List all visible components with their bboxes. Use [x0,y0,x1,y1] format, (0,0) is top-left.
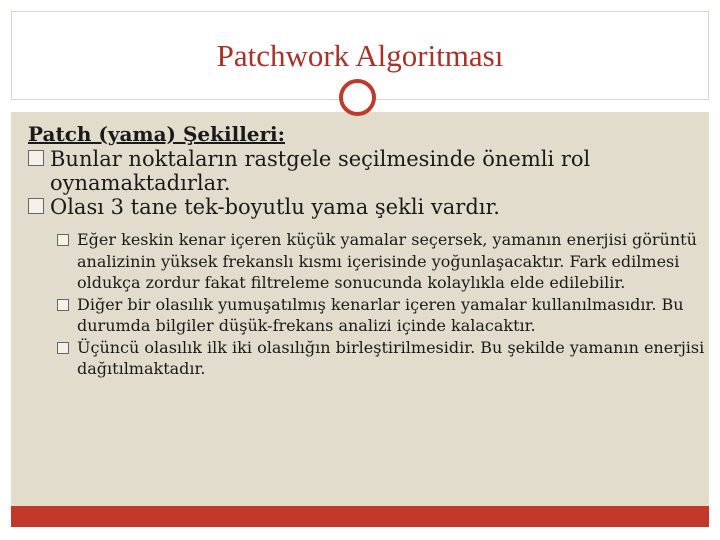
sub-bullet-item [57,229,708,294]
bullet-box-icon [28,198,44,214]
circle-ornament-icon [339,79,376,116]
slide-body [28,121,708,380]
sub-bullet-text: Diğer bir olasılık yumuşatılmış kenarlar içeren yamalar kullanılmasıdır. Bu durumda bilgiler düşük-frekans analizi içinde kalacaktır. [77,294,684,335]
sub-bullet-list [28,229,708,380]
sub-bullet-box-icon [57,234,69,246]
sub-bullet-box-icon [57,342,69,354]
bullet-item [28,195,708,219]
bottom-accent-bar [11,506,709,527]
sub-bullet-item [57,337,708,380]
bullet-item [28,147,708,195]
slide-title: Patchwork Algoritması [216,38,504,73]
bullet-text: Olası 3 tane tek-boyutlu yama şekli vardır. [50,195,500,219]
sub-bullet-item [57,294,708,337]
bullet-box-icon [28,150,44,166]
sub-bullet-box-icon [57,299,69,311]
section-heading: Patch (yama) Şekilleri: [28,122,286,146]
bullet-text: Bunlar noktaların rastgele seçilmesinde önemli rol oynamaktadırlar. [50,147,591,195]
sub-bullet-text: Üçüncü olasılık ilk iki olasılığın birleştirilmesidir. Bu şekilde yamanın enerjisi dağıtılmaktadır. [77,337,705,378]
sub-bullet-text: Eğer keskin kenar içeren küçük yamalar seçersek, yamanın enerjisi görüntü analizinin yüksek frekanslı kısmı içerisinde yoğunlaşacaktır. Fark edilmesi oldukça zordur fakat filtreleme sonucunda kolaylıkla elde edilebilir. [77,230,697,292]
